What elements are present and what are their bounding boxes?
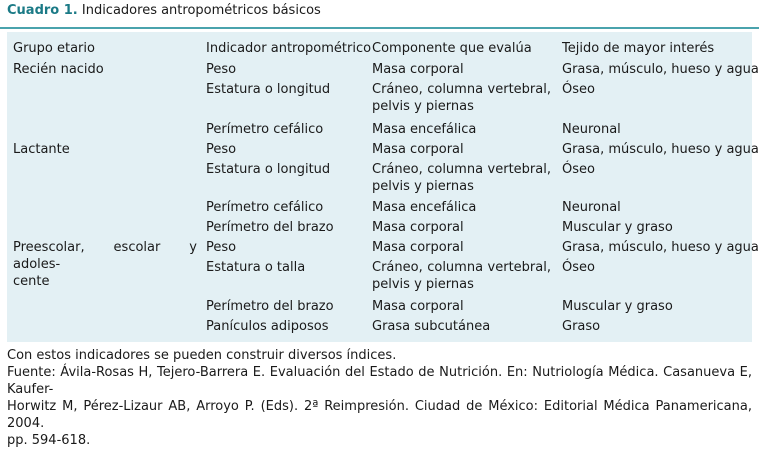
group-preescolar-line2: cente (13, 274, 50, 289)
table-row-indicator: Estatura o talla (206, 260, 306, 275)
footer-note: Con estos indicadores se pueden construir diversos índices. (7, 348, 397, 363)
group-preescolar (13, 239, 197, 290)
table-row-component: Masa corporal (372, 240, 464, 255)
table-row-component: Masa corporal (372, 299, 464, 314)
table-row-tissue: Óseo (562, 162, 595, 177)
table-row-component (372, 81, 551, 115)
table-row-component (372, 259, 551, 293)
table-row-indicator: Perímetro del brazo (206, 220, 334, 235)
table-row-component: Masa corporal (372, 62, 464, 77)
group-lactante: Lactante (13, 142, 70, 157)
table-row-component: Masa corporal (372, 142, 464, 157)
component-line1: Cráneo, columna vertebral, (372, 162, 551, 177)
group-recien-nacido: Recién nacido (13, 62, 104, 77)
table-row-indicator: Estatura o longitud (206, 162, 331, 177)
caption-rule (0, 27, 759, 29)
component-line2: pelvis y piernas (372, 179, 474, 194)
table-row-tissue: Graso (562, 319, 601, 334)
table-row-tissue: Muscular y graso (562, 299, 673, 314)
table-row-indicator: Peso (206, 142, 237, 157)
table-row-tissue: Grasa, músculo, hueso y agua (562, 240, 759, 255)
table-row-indicator: Peso (206, 240, 237, 255)
table-row-indicator: Estatura o longitud (206, 82, 331, 97)
footer-source-line2: Horwitz M, Pérez-Lizaur AB, Arroyo P. (Eds). 2ª Reimpresión. Ciudad de México: Editorial Médica Panamericana, 2004. (7, 399, 752, 431)
group-preescolar-line1: Preescolar, escolar y adoles- (13, 240, 197, 272)
table-row-indicator: Perímetro cefálico (206, 200, 324, 215)
header-tejido: Tejido de mayor interés (562, 41, 715, 56)
table-row-indicator: Perímetro cefálico (206, 122, 324, 137)
header-indicador: Indicador antropométrico (206, 41, 372, 56)
caption-label: Cuadro 1. (7, 3, 78, 18)
footer-source-line3: pp. 594-618. (7, 433, 91, 448)
table-footer (7, 347, 752, 449)
table-row-indicator: Panículos adiposos (206, 319, 329, 334)
component-line2: pelvis y piernas (372, 277, 474, 292)
table-row-indicator: Peso (206, 62, 237, 77)
caption-title: Indicadores antropométricos básicos (81, 3, 321, 18)
table-row-component: Masa corporal (372, 220, 464, 235)
table-row-tissue: Óseo (562, 260, 595, 275)
table-row-component (372, 161, 551, 195)
table-row-tissue: Grasa, músculo, hueso y agua (562, 142, 759, 157)
table-row-tissue: Neuronal (562, 200, 621, 215)
footer-source-line1: Fuente: Ávila-Rosas H, Tejero-Barrera E. Evaluación del Estado de Nutrición. En: Nutriología Médica. Casanueva E, Kaufer- (7, 365, 752, 397)
component-line1: Cráneo, columna vertebral, (372, 82, 551, 97)
table-row-component: Grasa subcutánea (372, 319, 491, 334)
header-componente: Componente que evalúa (372, 41, 532, 56)
header-grupo-etario: Grupo etario (13, 41, 95, 56)
table-row-indicator: Perímetro del brazo (206, 299, 334, 314)
table-caption (7, 2, 321, 20)
table-row-tissue: Óseo (562, 82, 595, 97)
table-row-tissue: Grasa, músculo, hueso y agua (562, 62, 759, 77)
table-row-component: Masa encefálica (372, 122, 477, 137)
table-row-tissue: Muscular y graso (562, 220, 673, 235)
table-row-component: Masa encefálica (372, 200, 477, 215)
table-row-tissue: Neuronal (562, 122, 621, 137)
component-line2: pelvis y piernas (372, 99, 474, 114)
component-line1: Cráneo, columna vertebral, (372, 260, 551, 275)
